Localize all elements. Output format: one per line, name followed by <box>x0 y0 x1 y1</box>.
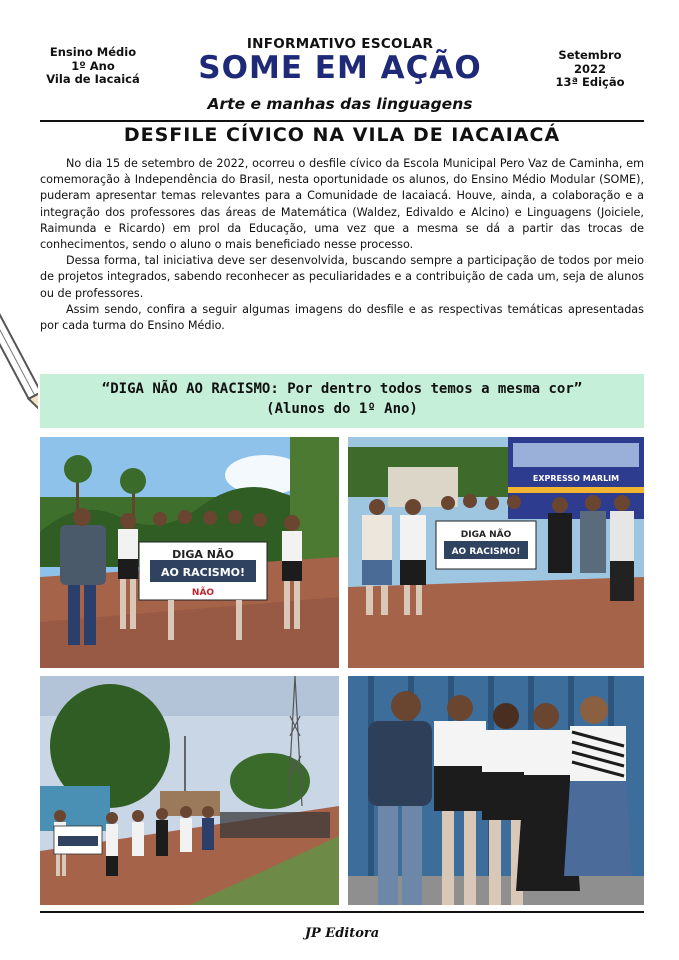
grade-line: 1º Ano <box>71 58 115 73</box>
bus-label: EXPRESSO MARLIM <box>532 474 620 483</box>
photo-caption-box <box>40 374 644 428</box>
header-divider <box>40 120 644 122</box>
article-paragraph: Assim sendo, confira a seguir algumas imagens do desfile e as respectivas temáticas apresentadas por cada turma do Ensino Médio. <box>40 302 644 333</box>
article-paragraph: No dia 15 de setembro de 2022, ocorreu o desfile cívico da Escola Municipal Pero Vaz de Caminha, em comemoração à Independência do Brasil, nesta oportunidade os alunos, do Ensino Médio Modular (SOME), puderam apresentar temas relevantes para a Comunidade de Iacaiacá. Houve, ainda, a colaboração e a integração dos professores das áreas de Matemática (Waldez, Edivaldo e Alcino) e Linguagens (Joiciele, Raimunda e Ricardo) em prol da Educação, uma vez que a mesma se dá a partir das trocas de conhecimentos, sendo o aluno o mais beneficiado nesse processo. <box>40 157 644 252</box>
article-body <box>40 156 644 334</box>
edition-line: 13ª Edição <box>555 75 625 89</box>
location-line: Vila de Iacaicá <box>46 72 140 86</box>
caption-theme: “DIGA NÃO AO RACISMO: Por dentro todos temos a mesma cor” <box>101 381 583 397</box>
article-paragraph: Dessa forma, tal iniciativa deve ser desenvolvida, buscando sempre a participação de todos por meio de projetos integrados, sabendo reconhecer as peculiaridades e a contribuição de cada um, seja de alunos ou de professores. <box>40 254 644 300</box>
month-line: Setembro <box>558 48 622 62</box>
edition-level-block <box>40 46 146 87</box>
level-line: Ensino Médio <box>49 45 137 59</box>
banner-text-line1: DIGA NÃO <box>460 530 512 540</box>
newsletter-tagline: Arte e manhas das linguagens <box>207 95 473 113</box>
pencil-icon <box>0 288 38 428</box>
banner-text-line2: AO RACISMO! <box>451 547 521 557</box>
publisher-credit: JP Editora <box>304 926 380 941</box>
newsletter-masthead: SOME EM AÇÃO <box>198 50 482 86</box>
photo-banner-road <box>40 437 339 668</box>
edition-date-block <box>545 49 635 90</box>
caption-class: (Alunos do 1º Ano) <box>266 401 418 417</box>
banner-text-no: NÃO <box>191 588 215 598</box>
article-headline: DESFILE CÍVICO NA VILA DE IACAIACÁ <box>123 124 561 146</box>
banner-text-line1: DIGA NÃO <box>172 548 234 561</box>
footer-divider <box>40 911 644 913</box>
photo-parade-road <box>40 676 339 905</box>
photo-banner-bus <box>348 437 644 668</box>
banner-text-line2: AO RACISMO! <box>160 566 246 579</box>
year-line: 2022 <box>573 61 606 76</box>
newsletter-kicker: INFORMATIVO ESCOLAR <box>246 36 434 52</box>
photo-group-portrait <box>348 676 644 905</box>
